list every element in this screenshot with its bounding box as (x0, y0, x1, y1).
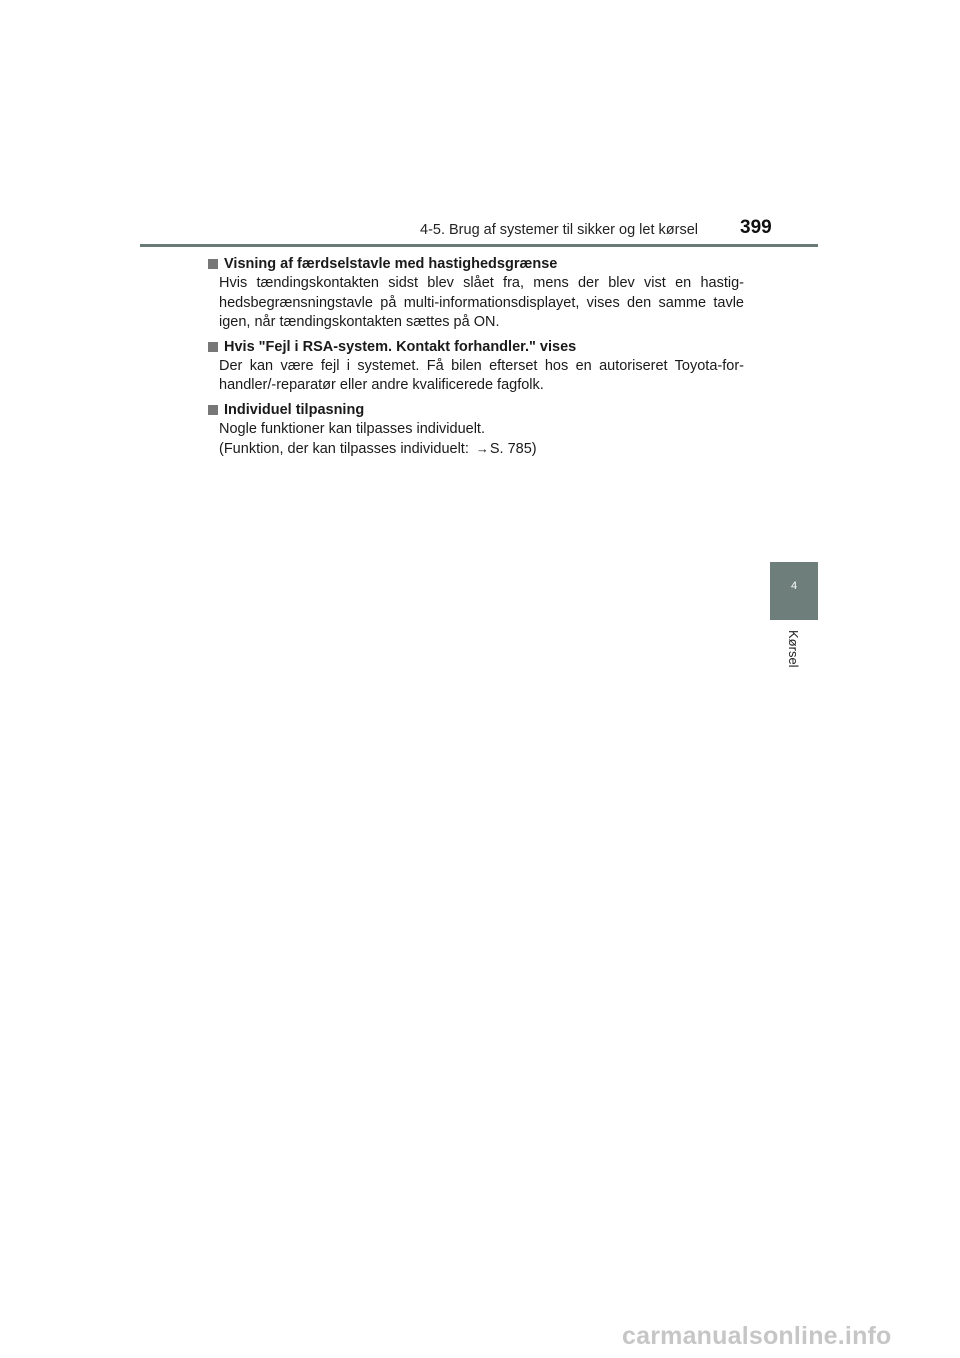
chapter-label-container (770, 630, 818, 680)
arrow-right-icon: → (475, 441, 489, 456)
section-body: Der kan være fejl i systemet. Få bilen efterset hos en autoriseret Toyota-forhandler/-reparatør eller andre kvalificerede fagfolk. (219, 357, 744, 393)
section-body: Hvis tændingskontakten sidst blev slået fra, mens der blev vist en hastighedsbegrænsningstavle på multi-informationsdisplayet, vises den samme tavle igen, når tændingskontakten sættes på ON. (219, 275, 744, 330)
section-heading (208, 400, 744, 420)
section-heading-text: Visning af færdselstavle med hastighedsgrænse (224, 256, 558, 272)
reference-prefix: (Funktion, der kan tilpasses individuelt: (219, 441, 473, 457)
square-bullet-icon (208, 342, 218, 352)
header-divider (140, 244, 818, 247)
section-customization (208, 400, 744, 460)
chapter-label: Kørsel (786, 630, 801, 668)
section-speed-sign-display (208, 254, 744, 333)
section-body-line (208, 439, 744, 460)
page-content (208, 254, 744, 464)
section-rsa-error (208, 337, 744, 396)
section-body-line: Nogle funktioner kan tilpasses individuelt. (219, 420, 485, 437)
section-heading (208, 254, 744, 274)
watermark-text: carmanualsonline.info (622, 1322, 892, 1350)
page-reference-link[interactable]: S. 785) (489, 441, 537, 457)
section-heading-text: Individuel tilpasning (224, 401, 365, 418)
page-number: 399 (740, 217, 772, 238)
header-section-title: 4-5. Brug af systemer til sikker og let kørsel (420, 222, 698, 238)
chapter-number: 4 (790, 580, 798, 592)
chapter-tab[interactable] (770, 562, 818, 620)
square-bullet-icon (208, 259, 218, 269)
square-bullet-icon (208, 405, 218, 415)
section-heading-text: Hvis "Fejl i RSA-system. Kontakt forhandler." vises (224, 338, 577, 355)
section-heading (208, 337, 744, 357)
